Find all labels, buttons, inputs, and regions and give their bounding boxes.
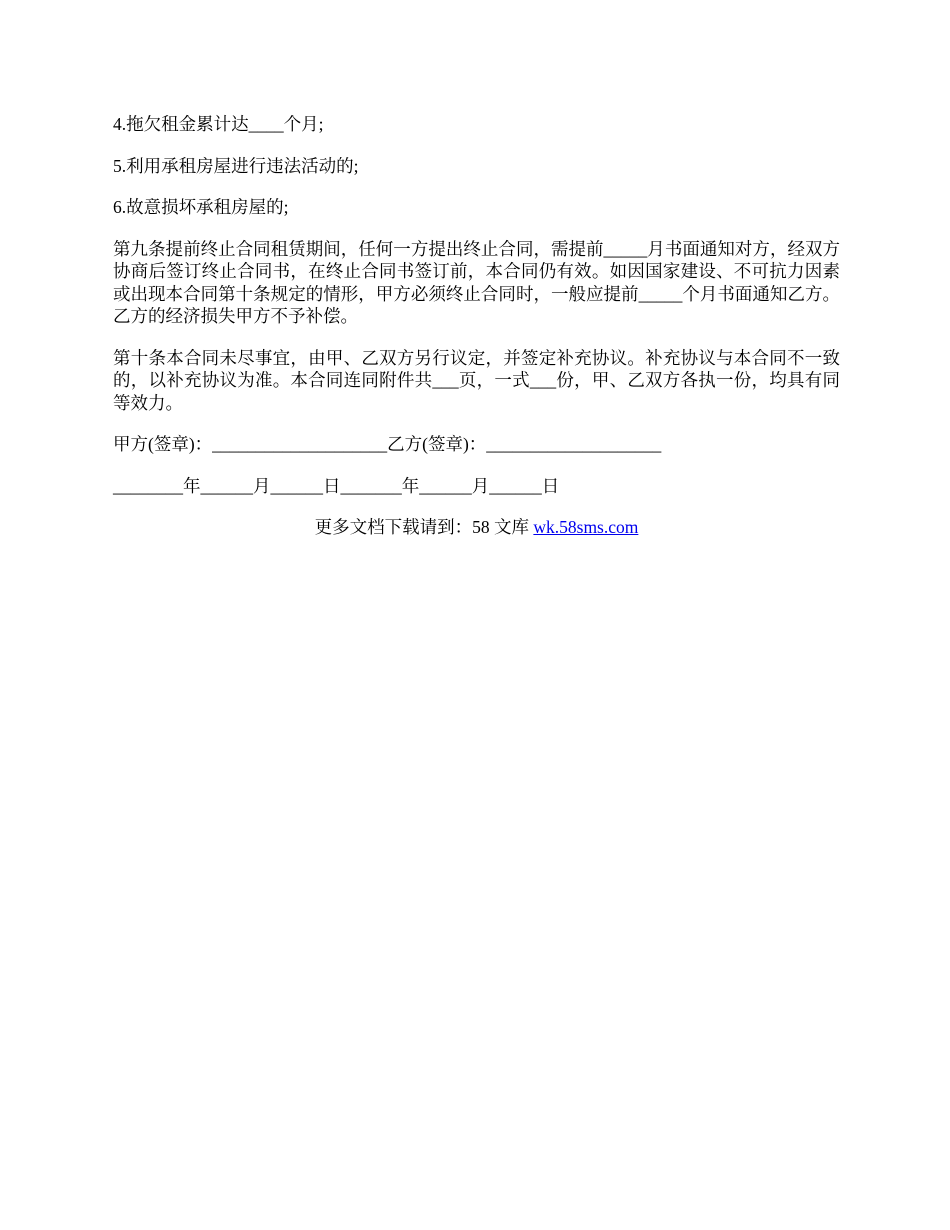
- signature-line: 甲方(签章)：____________________乙方(签章)：____________________: [113, 434, 662, 454]
- footer-text: 更多文档下载请到：58 文库: [314, 517, 534, 537]
- clause-item-4: 4.拖欠租金累计达____个月;: [113, 114, 324, 134]
- document-body: [113, 113, 840, 539]
- clause-item-5: 5.利用承租房屋进行违法活动的;: [113, 155, 359, 176]
- download-footer: [113, 516, 840, 539]
- date-line: ________年______月______日_______年______月______日: [113, 475, 560, 496]
- clause-item-6: 6.故意损坏承租房屋的;: [113, 197, 289, 217]
- footer-link[interactable]: wk.58sms.com: [533, 517, 639, 537]
- article-nine-paragraph: 第九条提前终止合同租赁期间，任何一方提出终止合同，需提前_____月书面通知对方，经双方协商后签订终止合同书，在终止合同书签订前，本合同仍有效。如因国家建设、不可抗力因素或出现本合同第十条规定的情形，甲方必须终止合同时，一般应提前_____个月书面通知乙方。乙方的经济损失甲方不予补偿。: [113, 238, 840, 326]
- article-ten-paragraph: 第十条本合同未尽事宜，由甲、乙双方另行议定，并签定补充协议。补充协议与本合同不一致的，以补充协议为准。本合同连同附件共___页，一式___份，甲、乙双方各执一份，均具有同等效力。: [113, 347, 840, 413]
